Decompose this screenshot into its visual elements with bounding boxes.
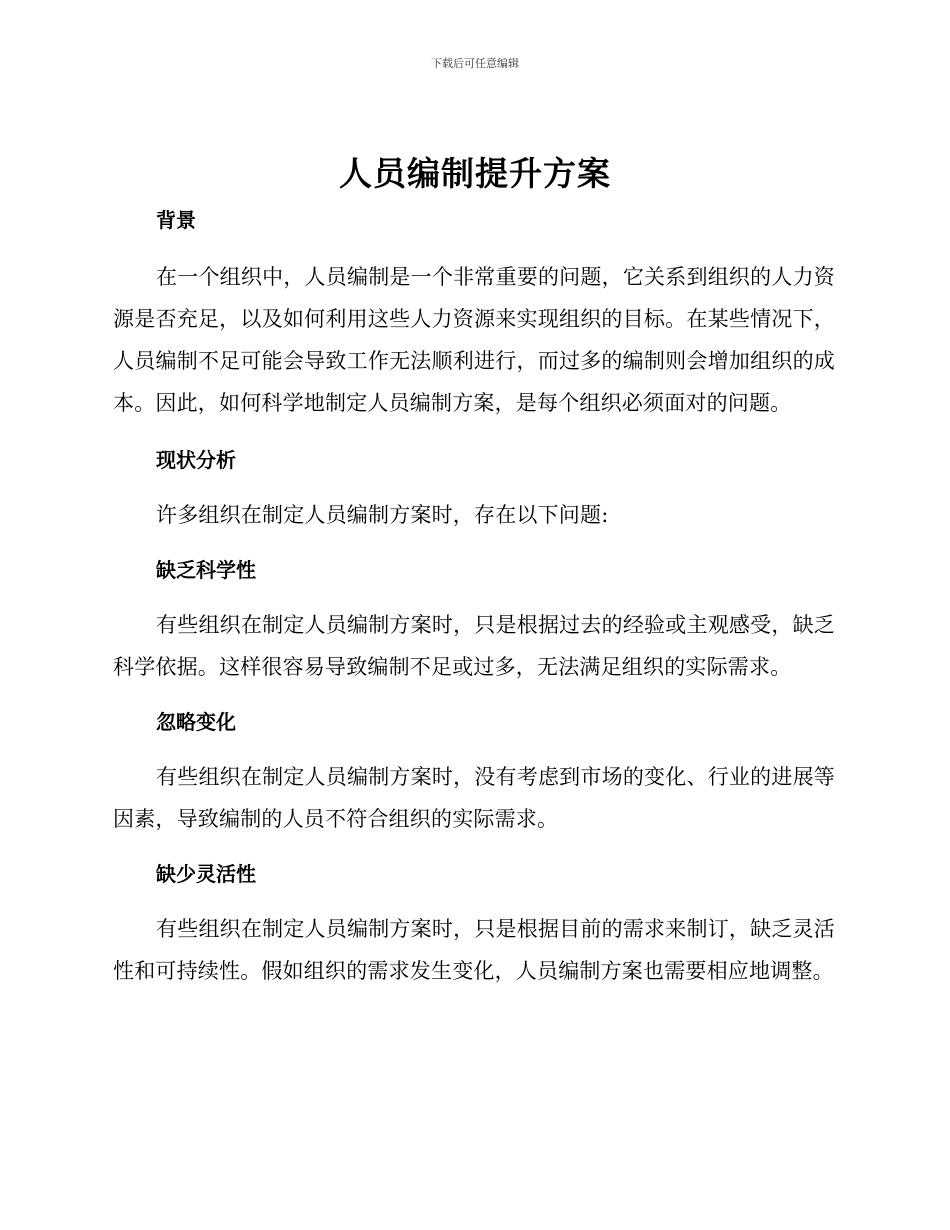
section-heading-status-analysis: 现状分析	[156, 448, 236, 472]
document-body	[113, 200, 835, 992]
section-paragraph-background: 在一个组织中，人员编制是一个非常重要的问题，它关系到组织的人力资源是否充足，以及如何利用这些人力资源来实现组织的目标。在某些情况下，人员编制不足可能会导致工作无法顺利进行，而过多的编制则会增加组织的成本。因此，如何科学地制定人员编制方案，是每个组织必须面对的问题。	[113, 265, 835, 415]
document-title: 人员编制提升方案	[339, 154, 611, 193]
section-heading-ignore-change: 忽略变化	[156, 710, 236, 734]
section-paragraph-status-analysis: 许多组织在制定人员编制方案时，存在以下问题:	[156, 503, 609, 527]
section-paragraph-ignore-change: 有些组织在制定人员编制方案时，没有考虑到市场的变化、行业的进展等因素，导致编制的人员不符合组织的实际需求。	[113, 765, 835, 831]
section-heading-lack-of-flexibility: 缺少灵活性	[156, 862, 256, 886]
header-note: 下载后可任意编辑	[431, 57, 519, 70]
section-heading-background: 背景	[156, 208, 196, 232]
section-paragraph-lack-of-science: 有些组织在制定人员编制方案时，只是根据过去的经验或主观感受，缺乏科学依据。这样很容易导致编制不足或过多，无法满足组织的实际需求。	[113, 613, 835, 679]
section-heading-lack-of-science: 缺乏科学性	[156, 558, 256, 582]
section-paragraph-lack-of-flexibility: 有些组织在制定人员编制方案时，只是根据目前的需求来制订，缺乏灵活性和可持续性。假如组织的需求发生变化，人员编制方案也需要相应地调整。	[113, 917, 835, 983]
